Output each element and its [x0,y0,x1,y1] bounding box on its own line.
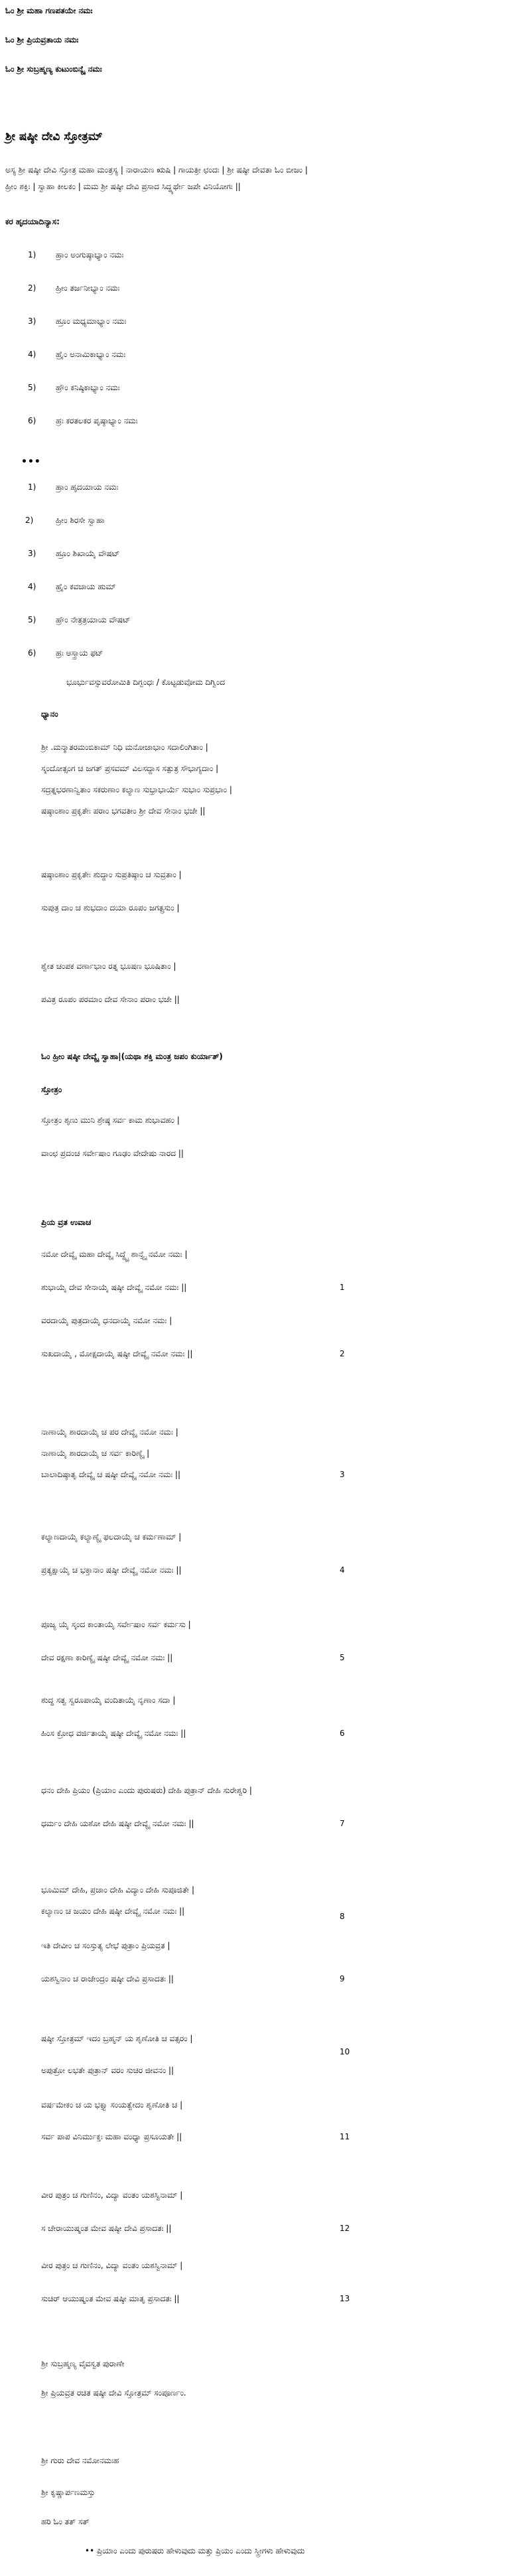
anga-item-text: ಹ್ರೂಂ ಶಿಖಾಯೈ ವೌಷಟ್ [56,549,120,558]
verse-number: 4 [340,1565,345,1575]
anga-item-text: ಹ್ರಃ ಅಸ್ತ್ರಾಯ ಫಟ್ [56,648,103,658]
verse-number: 5 [340,1653,345,1662]
final-line: ಶ್ರೀ ಗುರು ದೇವ ನಮೋನಮಃಹ [41,2456,119,2465]
shloka-line: ಷಷ್ಠಾಂಶಾಂ ಪ್ರಕೃತೇಃ ಶುದ್ಧಾಂ ಸುಪ್ರತಿಷ್ಠಾಂ ಚ ಸುವ್ರತಾಂ | [41,870,182,879]
invocation-line: ಓಂ ಶ್ರೀ ಮಹಾ ಗಣಪತಯೇ ನಮಃ [5,6,93,15]
final-line: ಹರಿ ಓಂ ತತ್ ಸತ್ [41,2517,90,2526]
invocation-line: ಓಂ ಶ್ರೀ ಪ್ರಿಯವ್ರತಾಯ ನಮಃ [5,35,79,44]
anga-item-text: ಹ್ರಾಂ ಹೃದಯಾಯ ನಮಃ [56,482,119,492]
anga-item-text: ಹ್ರೈಂ ಕವಚಾಯ ಹುಮ್ [56,582,116,591]
verse-line: ಸರ್ವ ಪಾಪ ವಿನಿರ್ಮುಕ್ತಃ ಮಹಾ ವಂಧ್ಯಾ ಪ್ರಸೂಯತೇ || [41,2132,182,2141]
kara-item-text: ಹ್ರೀಂ ತರ್ಜನೀಭ್ಯಾಂ ನಮಃ [56,283,120,293]
verse-number: 8 [340,1912,345,1921]
verse-number: 10 [340,2047,350,2056]
verse-line: ಸುಖದಾಯೈ , ಮೋಕ್ಷದಾಯೈ ಷಷ್ಠೀ ದೇವ್ಯೈ ನಮೋ ನಮಃ || [41,1349,193,1358]
verse-line: ವೀರ ಪುತ್ರಂ ಚ ಗುಣಿನಂ, ವಿದ್ಯಾ ವಂತಂ ಯಶಸ್ವಿನಾಮ್ | [41,2190,183,2200]
verse-number: 1 [340,1283,345,1292]
kara-item-number: 5) [28,383,36,392]
shloka-line: ಸುಪುತ್ರ ದಾಂ ಚ ಶುಭದಾಂ ದಯಾ ರೂಪಂ ಜಗತ್ಪ್ರಸುಂ | [41,903,180,912]
verse-line: ಸುಚಿರ್ ಆಯುಷ್ಮಂತ ಮೇವ ಷಷ್ಠೀ ಮಾತೃ ಪ್ರಸಾದತಃ || [41,2294,180,2303]
verse-number: 3 [340,1470,345,1479]
kara-item-number: 3) [28,317,36,326]
section-heading-priyavrata: ಪ್ರಿಯ ವ್ರತ ಉವಾಚ [41,1218,92,1227]
anga-item-text: ಹ್ರೀಂ ಶಿರಸೇ ಸ್ವಾಹಾ [56,516,105,525]
verse-line: ಕಲ್ಯಾಣದಾಯೈ ಕಲ್ಯಾಣ್ಯೈ ಫಲದಾಯೈ ಚ ಕರ್ಮಣಾಮ್ | [41,1532,182,1541]
verse-number: 6 [340,1729,345,1738]
closing-line: ಶ್ರೀ ಸುಬ್ರಹ್ಮಣ್ಯ ವೈವಸ್ವತ ಪುರಾಣೇ [41,2359,125,2368]
anga-item-number: 2) [25,516,34,525]
verse-line: ಶುಭಾಯೈ ದೇವ ಸೇನಾಯೈ ಷಷ್ಠೀ ದೇವ್ಯೈ ನಮೋ ನಮಃ || [41,1283,187,1292]
verse-line: ನಾಣಾಯೈ ಶಾರದಾಯೈ ಚ ಸರ್ವ ಕಾರಿಣ್ಯೈ | [41,1449,150,1458]
kara-item-text: ಹ್ರೂಂ ಮಧ್ಯಮಾಭ್ಯಾಂ ನಮಃ [56,317,127,326]
verse-line: ವರ್ಷಮೇಕಂ ಚ ಯ ಭಕ್ತ್ಯಾ ಸಂಯತ್ವೇದಂ ಶೃಣೋತಿ ಚ | [41,2100,183,2110]
anga-item-text: ಹ್ರೌಂ ನೇತ್ರತ್ರಯಾಯ ವೌಷಟ್ [56,615,131,624]
verse-line: ವರದಾಯೈ ಪುತ್ರದಾಯೈ ಧನದಾಯೈ ನಮೋ ನಮಃ | [41,1316,172,1325]
section-heading-stotram: ಸ್ತೋತ್ರಂ [41,1085,62,1094]
verse-line: ದೇವ ರಕ್ಷಣಾ ಕಾರಿಣ್ಯೈ ಷಷ್ಠೀ ದೇವ್ಯೈ ನಮೋ ನಮಃ || [41,1653,173,1662]
anga-item-number: 4) [28,582,36,591]
verse-number: 13 [340,2294,350,2303]
kara-item-number: 1) [28,250,36,259]
verse-line: ಷಷ್ಠೀ ಸ್ತೋತ್ರಮ್ ಇದಂ ಬ್ರಹ್ಮನ್ ಯ ಶೃಣೋತಿ ಚ ವತ್ಸರಂ | [41,2034,193,2043]
intro-line: ಅಸ್ಯ ಶ್ರೀ ಷಷ್ಠೀ ದೇವಿ ಸ್ತೋತ್ರ ಮಹಾ ಮಂತ್ರಸ್ಯ | ನಾರಾಯಣ ಋಷಿ | ಗಾಯತ್ರೀ ಛಂದಃ | ಶ್ರೀ ಷಷ್ಠೀ ದೇವತಾ ಓಂ ಬೀಜಂ | [5,165,308,175]
anga-item-number: 1) [28,482,36,492]
verse-line: ಧನಂ ದೇಹಿ ಪ್ರಿಯಂ (ಪ್ರಿಯಾಂ ಎಂದು ಪುರುಷರು) ದೇಹಿ ಪುತ್ರಾನ್ ದೇಹಿ ಸುರೇಶ್ವರಿ | [41,1786,252,1795]
verse-line: ಶುದ್ಧ ಸತ್ವ ಸ್ವರೂಪಾಯೈ ವಂದಿತಾಯೈ ನೃಣಾಂ ಸದಾ | [41,1695,176,1705]
invocation-line: ಓಂ ಶ್ರೀ ಸುಬ್ರಹ್ಮಣ್ಯ ಕುಟುಂಬಿನ್ಯೈ ನಮಃ [5,64,102,74]
final-line: ಶ್ರೀ ಕೃಷ್ಣಾರ್ಪಣಮಸ್ತು [41,2488,96,2497]
verse-line: ಪ್ರತ್ಯಕ್ಷಾಯೈ ಚ ಭಕ್ತಾನಾಂ ಷಷ್ಠೀ ದೇವ್ಯೈ ನಮೋ ನಮಃ || [41,1565,182,1575]
kara-item-number: 4) [28,350,36,359]
verse-line: ನಾಣಾಯೈ ಶಾರದಾಯೈ ಚ ಪರ ದೇವ್ಯೈ ನಮೋ ನಮಃ | [41,1427,178,1437]
verse-line: ಹಿಂಸ ಕ್ರೋಧ ವರ್ಜಿತಾಯೈ ಷಷ್ಠೀ ದೇವ್ಯೈ ನಮೋ ನಮಃ || [41,1729,186,1738]
kara-item-text: ಹ್ರೌಂ ಕನಿಷ್ಠಿಕಾಭ್ಯಾಂ ನಮಃ [56,383,120,392]
anga-item-number: 5) [28,615,36,624]
verse-line: ಕಲ್ಯಾಣಂ ಚ ಜಯಂ ದೇಹಿ ಷಷ್ಠೀ ದೇವ್ಯೈ ನಮೋ ನಮಃ || [41,1906,185,1916]
verse-number: 11 [340,2132,350,2141]
page-title: ಶ್ರೀ ಷಷ್ಠೀ ದೇವಿ ಸ್ತೋತ್ರಮ್ [5,130,103,143]
dhyanam-line: ಸ್ಕಂದೋತ್ಸಂಗ ಚ ಜಗತ್ ಪ್ರಸವಮ್ ವಿಲಸದ್ದಾಸ ಸತ್ಪುತ್ರ ಸೌಭಾಗ್ಯದಾಂ | [41,764,219,773]
bullet-separator: ••• [21,457,41,467]
dhyanam-line: ಶ್ರೀ .ಮನ್ಮಾತರಮಂಬಿಕಾಮ್ ನಿಧಿ ಮನೋಜಾಭಾಂ ಸದಾಲಿಂಗಿತಾಂ | [41,743,208,752]
verse-number: 9 [340,1974,345,1983]
anga-item-number: 3) [28,549,36,558]
section-heading-kara: ಕರ ಹೃದಯಾದಿನ್ಯಾಸ: [5,217,60,226]
kara-item-text: ಹ್ರಾಂ ಅಂಗುಷ್ಠಾಭ್ಯಾಂ ನಮಃ [56,250,124,259]
digbandha-line: ಭೂರ್ಭುವಸ್ಸುವರೋಮಿತಿ ದಿಗ್ಬಂಧಃ / ಕೊಟ್ಟಡುವೋಮ ದಿಗ್ವಿಂದ [66,678,226,687]
verse-line: ಪೂಜ್ಯ ಯೈ ಸ್ಕಂದ ಕಾಂತಾಯೈ ಸರ್ವೇಷಾಂ ಸರ್ವ ಕರ್ಮಸು | [41,1620,191,1629]
shloka-line: ಪವಿತ್ರ ರೂಪಂ ಪರಮಾಂ ದೇವ ಸೇನಾಂ ಪರಾಂ ಭಜೇ || [41,995,180,1004]
verse-line: ಯಶಸ್ವಿನಾಂ ಚ ರಾಜೇಂದ್ರಂ ಷಷ್ಠೀ ದೇವಿ ಪ್ರಸಾದತಃ || [41,1974,174,1983]
verse-line: ಭೂಮಿಮ್ ದೇಹಿ, ಪ್ರಜಾಂ ದೇಹಿ ವಿದ್ಯಾಂ ದೇಹಿ ಸುಪೂಜಿತೇ | [41,1885,194,1895]
dhyanam-line: ಸದ್ರತ್ನಭರಣಾನ್ವಿತಾಂ ಸಕರುಣಾಂ ಕಲ್ಯಾಣ ಸುಭ್ರಾಭಾರ್ಯೆ ಸುಭಾಂ ಸುಪ್ರಭಾಂ | [41,785,232,794]
verse-number: 7 [340,1819,345,1828]
shloka-line: ಶ್ವೇತ ಚಂಪಕ ವರ್ಣಾಭಾಂ ರತ್ನ ಭೂಷಣ ಭೂಷಿತಾಂ | [41,962,176,971]
section-heading-dhyanam: ಧ್ಯಾನಂ [41,709,58,719]
anga-item-number: 6) [28,648,36,658]
verse-number: 12 [340,2224,350,2233]
verse-line: ವೀರ ಪುತ್ರಂ ಚ ಗುಣಿನಂ, ವಿದ್ಯಾ ವಂತಂ ಯಶಸ್ವಿನಾಮ್ | [41,2261,183,2270]
verse-number: 2 [340,1349,345,1358]
verse-line: ಬಾಲಾದಿಷ್ಠಾತೃ ದೇವ್ಯೈ ಚ ಷಷ್ಠೀ ದೇವ್ಯೈ ನಮೋ ನಮಃ || [41,1470,181,1479]
verse-line: ಅಪುತ್ರೋ ಲಭತೇ ಪುತ್ರಾನ್ ವರಂ ಸುಚಿರ ಜೀವನಂ || [41,2066,174,2075]
dhyanam-line: ಷಷ್ಠಾಂಶಾಂ ಪ್ರಕೃತೇಃ ಪರಾಂ ಭಗವತೀಂ ಶ್ರೀ ದೇವ ಸೇನಾಂ ಭಜೇ || [41,806,206,816]
verse-line: ಇತಿ ದೇವೀಂ ಚ ಸಂಸ್ತುತ್ಯ ಲೇಭೆ ಪುತ್ರಾಂ ಪ್ರಿಯವ್ರತ | [41,1941,170,1950]
kara-item-text: ಹ್ರೈಂ ಅನಾಮಿಕಾಭ್ಯಾಂ ನಮಃ [56,350,126,359]
verse-line: ಧರ್ಮಂ ದೇಹಿ ಯಶೋ ದೇಹಿ ಷಷ್ಠೀ ದೇವ್ಯೈ ನಮೋ ನಮಃ || [41,1819,194,1828]
verse-line: ನಮೋ ದೇವ್ಯೈ ಮಹಾ ದೇವ್ಯೈ ಸಿದ್ಧ್ಯೈ ಶಾನ್ತ್ಯೈ ನಮೋ ನಮಃ | [41,1250,188,1259]
kara-item-number: 6) [28,416,36,425]
closing-line: ಶ್ರೀ ಪ್ರಿಯವ್ರತ ರಚಿತ ಷಷ್ಠೀ ದೇವಿ ಸ್ತೋತ್ರಮ್ ಸಂಪೂರ್ಣಂ. [41,2388,186,2397]
stotram-line: ವಾಂಛ ಪ್ರದಂಚ ಸರ್ವೇಷಾಂ ಗೂಢಂ ವೇದೇಷು ನಾರದ || [41,1149,184,1158]
footnote: •• ಪ್ರಿಯಾಂ ಎಂದು ಪುರುಷರು ಹೇಳುವುದು ಮತ್ತು ಪ್ರಿಯಂ ಎಂದು ಸ್ತ್ರೀಗಳು ಹೇಳುವುದು [85,2546,305,2555]
kara-item-number: 2) [28,283,36,293]
verse-line: ಸ ಚೇರಾಯುಷ್ಮಂತ ಮೇವ ಷಷ್ಠೀ ದೇವಿ ಪ್ರಸಾದತಃ || [41,2224,172,2233]
intro-line: ಹ್ರೀಂ ಶಕ್ತಿಃ | ಸ್ವಾಹಾ ಕೀಲಕಂ | ಮಮ ಶ್ರೀ ಷಷ್ಠೀ ದೇವಿ ಪ್ರಸಾದ ಸಿದ್ಧ್ಯರ್ಥೇ ಜಪೇ ವಿನಿಯೋಗಃ || [5,182,241,191]
kara-item-text: ಹ್ರಃ ಕರತಲಕರ ಪೃಷ್ಠಾಭ್ಯಾಂ ನಮಃ [56,416,138,425]
stotram-line: ಸ್ತೋತ್ರಂ ಶೃಣು ಮುನಿ ಶ್ರೇಷ್ಠ ಸರ್ವ ಕಾಮ ಶುಭಾವಹಂ | [41,1115,180,1125]
mantra-line: ಓಂ ಹ್ರೀಂ ಷಷ್ಠೀ ದೇವ್ಯೈ ಸ್ವಾಹಾ|(ಯಥಾ ಶಕ್ತಿ ಮಂತ್ರ ಜಪಂ ಕುರ್ಯಾತ್) [41,1052,223,1061]
